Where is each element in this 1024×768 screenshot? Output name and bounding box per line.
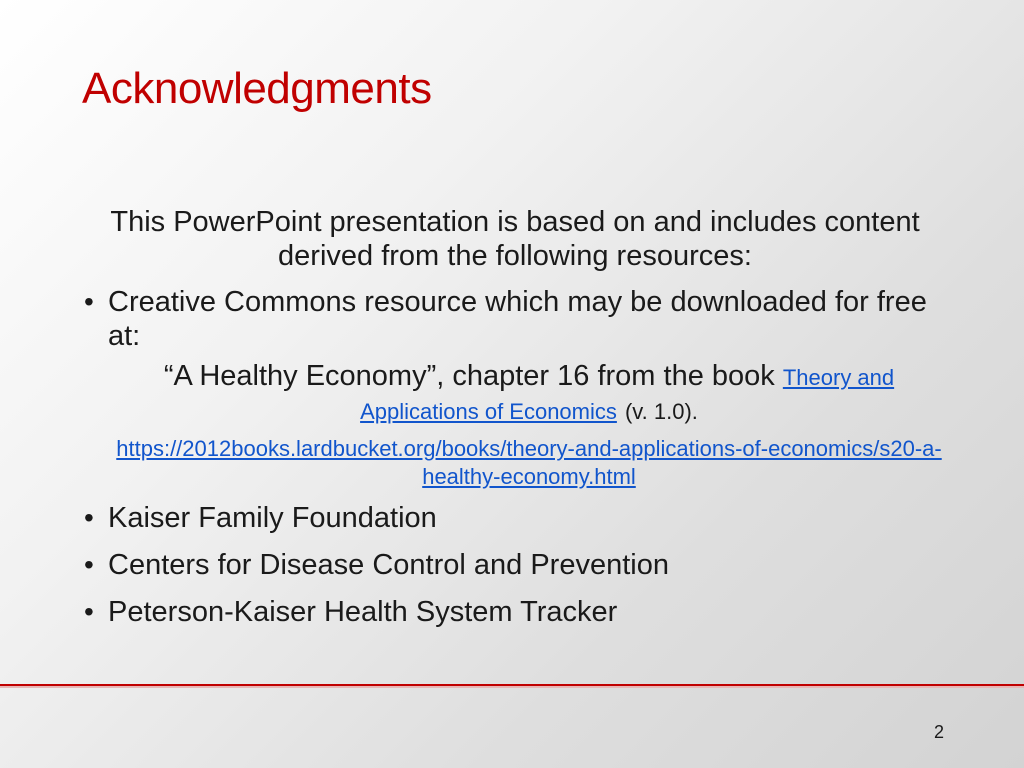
book-source-line — [108, 359, 950, 427]
bullet-text: Peterson-Kaiser Health System Tracker — [108, 596, 618, 628]
bullet-text: Creative Commons resource which may be downloaded for free at: — [108, 286, 927, 352]
bullet-peterson-kaiser — [80, 595, 950, 629]
bullet-cdc — [80, 548, 950, 582]
book-chapter-text: “A Healthy Economy”, chapter 16 from the book — [163, 360, 775, 392]
slide-content — [80, 205, 950, 642]
page-number: 2 — [933, 722, 944, 742]
bullet-creative-commons — [80, 285, 950, 353]
book-version: (v. 1.0). — [624, 399, 698, 424]
intro-text: This PowerPoint presentation is based on and includes content derived from the following resources: — [110, 206, 920, 272]
bullet-text: Kaiser Family Foundation — [108, 502, 437, 534]
bullet-list-lower — [80, 501, 950, 629]
slide-title: Acknowledgments — [82, 64, 432, 113]
book-link[interactable]: Theory and Applications of Economics — [360, 365, 895, 424]
source-url-link[interactable]: https://2012books.lardbucket.org/books/theory-and-applications-of-economics/s20-a-healthy-economy.html — [116, 436, 942, 489]
footer-divider-shadow — [0, 686, 1024, 688]
source-url-container — [108, 435, 950, 491]
bullet-text: Centers for Disease Control and Prevention — [108, 549, 669, 581]
bullet-kaiser — [80, 501, 950, 535]
